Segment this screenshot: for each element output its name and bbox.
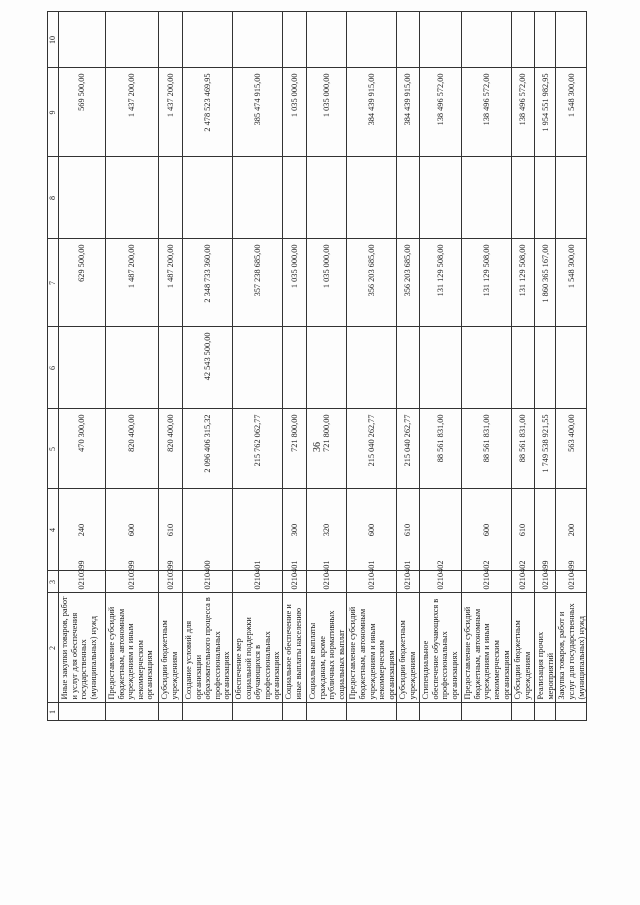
value-cell: 131 129 508,00 xyxy=(462,239,512,327)
value-cell: 1 860 365 167,00 xyxy=(535,239,556,327)
value-cell xyxy=(347,157,397,239)
column-header: 4 xyxy=(48,489,59,571)
value-cell: 1 437 200,00 xyxy=(159,68,183,157)
value-cell: 88 561 831,00 xyxy=(462,409,512,489)
margin-cell xyxy=(159,721,183,777)
row-index-cell xyxy=(232,703,282,721)
code-part: 02 xyxy=(367,581,376,590)
value-cell: 563 400,00 xyxy=(556,409,587,489)
row-index-cell xyxy=(282,703,306,721)
code-part: 1 xyxy=(289,577,299,582)
code-part: 1 xyxy=(127,577,137,582)
code-part: 1 xyxy=(540,577,550,582)
row-name: Создание условий для организации образовательного процесса в профессиональных организациях xyxy=(183,593,233,703)
value-cell: 1 487 200,00 xyxy=(106,239,159,327)
table-row xyxy=(282,12,306,777)
value-cell xyxy=(306,327,346,409)
row-index-cell xyxy=(512,703,535,721)
value-cell: 384 439 915,00 xyxy=(397,68,420,157)
code-part: 02 xyxy=(518,560,528,569)
value-cell xyxy=(556,12,587,68)
code-part: 02 xyxy=(435,581,445,590)
code-part: 99 xyxy=(540,560,550,569)
code-cell xyxy=(59,560,106,593)
code-part: 04 xyxy=(518,568,528,578)
margin-cell xyxy=(462,721,512,777)
value-cell xyxy=(535,157,556,239)
value-cell xyxy=(512,327,535,409)
value-cell xyxy=(282,12,306,68)
code-part: 01 xyxy=(289,560,299,569)
value-cell xyxy=(159,12,183,68)
table-row xyxy=(512,12,535,777)
column-header: 8 xyxy=(48,157,59,239)
value-cell xyxy=(159,157,183,239)
row-index-cell xyxy=(556,703,587,721)
code-cell xyxy=(159,560,183,593)
value-cell xyxy=(535,12,556,68)
row-name: Предоставление субсидий бюджетным, автономным учреждениям и иным некоммерческим организациям xyxy=(106,593,159,703)
code-part: 99 xyxy=(127,560,137,569)
expense-type-cell: 600 xyxy=(347,489,397,571)
code-cell xyxy=(512,560,535,593)
margin-cell xyxy=(397,721,420,777)
value-cell xyxy=(420,12,462,68)
value-cell: 385 474 915,00 xyxy=(232,68,282,157)
row-name: Реализация прочих мероприятий xyxy=(535,593,556,703)
code-part: 04 xyxy=(540,568,550,578)
value-cell: 384 439 915,00 xyxy=(347,68,397,157)
row-index-cell xyxy=(462,703,512,721)
code-part: 02 xyxy=(202,581,212,590)
value-cell: 2 348 733 360,00 xyxy=(183,239,233,327)
code-cell xyxy=(282,560,306,593)
value-cell: 138 496 572,00 xyxy=(512,68,535,157)
column-header: 1 xyxy=(48,703,59,721)
code-part: 02 xyxy=(403,581,413,590)
code-part: 1 xyxy=(367,577,376,582)
expense-type-cell xyxy=(183,489,233,571)
margin-cell xyxy=(282,721,306,777)
code-part: 1 xyxy=(252,577,262,582)
value-cell: 138 496 572,00 xyxy=(420,68,462,157)
row-index-cell xyxy=(397,703,420,721)
code-part: 1 xyxy=(518,577,528,582)
row-name: Закупка товаров, работ и услуг для государственных (муниципальных) нужд xyxy=(556,593,587,703)
code-part: 02 xyxy=(321,581,331,590)
margin-cell xyxy=(535,721,556,777)
value-cell: 2 478 523 469,95 xyxy=(183,68,233,157)
expense-type-cell: 600 xyxy=(462,489,512,571)
code-cell xyxy=(347,560,397,593)
value-cell: 820 400,00 xyxy=(159,409,183,489)
code-part: 02 xyxy=(481,560,491,569)
code-cell xyxy=(232,560,282,593)
value-cell xyxy=(232,157,282,239)
margin-cell xyxy=(59,721,106,777)
code-part: 04 xyxy=(403,568,413,578)
value-cell: 88 561 831,00 xyxy=(420,409,462,489)
code-part: 00 xyxy=(202,560,212,569)
value-cell: 629 500,00 xyxy=(59,239,106,327)
code-part: 1 xyxy=(435,577,445,582)
code-part: 99 xyxy=(566,560,576,569)
expense-type-cell xyxy=(232,489,282,571)
value-cell xyxy=(232,327,282,409)
code-part: 1 xyxy=(481,577,491,582)
table-row xyxy=(347,12,397,777)
row-name: Обеспечение мер социальной поддержки обучающихся в профессиональных организациях xyxy=(232,593,282,703)
code-cell xyxy=(535,560,556,593)
code-part: 04 xyxy=(435,568,445,578)
value-cell: 1 548 300,00 xyxy=(556,239,587,327)
budget-table-sheet xyxy=(47,32,586,777)
column-header: 5 xyxy=(48,409,59,489)
expense-type-cell xyxy=(535,489,556,571)
code-part: 02 xyxy=(566,581,576,590)
expense-type-cell: 200 xyxy=(556,489,587,571)
expense-type-cell: 600 xyxy=(106,489,159,571)
code-part: 04 xyxy=(202,568,212,578)
code-part: 1 xyxy=(566,577,576,582)
value-cell: 2 096 406 315,32 xyxy=(183,409,233,489)
code-part: 1 xyxy=(77,577,87,582)
value-cell: 470 300,00 xyxy=(59,409,106,489)
value-cell xyxy=(420,327,462,409)
code-cell xyxy=(556,560,587,593)
value-cell xyxy=(556,157,587,239)
margin-cell xyxy=(306,721,346,777)
row-name: Социальные выплаты гражданам, кроме публичных нормативных социальных выплат xyxy=(306,593,346,703)
expense-type-cell: 610 xyxy=(159,489,183,571)
code-part: 02 xyxy=(165,581,175,590)
value-cell: 1 035 000,00 xyxy=(282,239,306,327)
row-name: Социальное обеспечение и иные выплаты населению xyxy=(282,593,306,703)
expense-type-cell: 240 xyxy=(59,489,106,571)
value-cell: 1 035 000,00 xyxy=(282,68,306,157)
margin-cell xyxy=(556,721,587,777)
budget-table xyxy=(47,12,587,778)
code-part: 04 xyxy=(289,568,299,578)
value-cell: 131 129 508,00 xyxy=(420,239,462,327)
margin-cell xyxy=(106,721,159,777)
value-cell xyxy=(397,12,420,68)
code-cell xyxy=(462,560,512,593)
row-index-cell xyxy=(306,703,346,721)
code-part: 02 xyxy=(77,581,87,590)
margin-cell xyxy=(183,721,233,777)
margin-cell xyxy=(512,721,535,777)
value-cell: 721 800,00 xyxy=(306,409,346,489)
code-part: 01 xyxy=(321,560,331,569)
code-part: 99 xyxy=(165,560,175,569)
code-part: 03 xyxy=(165,568,175,578)
column-header: 3 xyxy=(48,571,59,593)
code-part: 02 xyxy=(481,581,491,590)
value-cell xyxy=(159,327,183,409)
row-index-cell xyxy=(106,703,159,721)
table-row xyxy=(183,12,233,777)
column-number-row xyxy=(48,12,59,777)
value-cell xyxy=(512,12,535,68)
value-cell: 1 035 000,00 xyxy=(306,239,346,327)
table-row xyxy=(420,12,462,777)
margin-cell xyxy=(420,721,462,777)
row-index-cell xyxy=(535,703,556,721)
value-cell xyxy=(59,327,106,409)
value-cell: 131 129 508,00 xyxy=(512,239,535,327)
table-row xyxy=(462,12,512,777)
value-cell xyxy=(306,157,346,239)
value-cell xyxy=(59,157,106,239)
value-cell: 1 749 538 921,55 xyxy=(535,409,556,489)
expense-type-cell: 610 xyxy=(397,489,420,571)
value-cell xyxy=(347,327,397,409)
code-part: 02 xyxy=(540,581,550,590)
row-name: Предоставление субсидий бюджетным, автономным учреждениям и иным некоммерческим организациям xyxy=(347,593,397,703)
table-row xyxy=(106,12,159,777)
value-cell xyxy=(397,327,420,409)
code-part: 01 xyxy=(403,560,413,569)
value-cell xyxy=(462,157,512,239)
code-part: 04 xyxy=(566,568,576,578)
value-cell xyxy=(306,12,346,68)
value-cell xyxy=(59,12,106,68)
table-row xyxy=(232,12,282,777)
value-cell: 820 400,00 xyxy=(106,409,159,489)
table-row xyxy=(397,12,420,777)
value-cell: 721 800,00 xyxy=(282,409,306,489)
column-header: 6 xyxy=(48,327,59,409)
code-part: 02 xyxy=(289,581,299,590)
value-cell: 42 543 500,00 xyxy=(183,327,233,409)
value-cell xyxy=(183,157,233,239)
value-cell: 1 487 200,00 xyxy=(159,239,183,327)
value-cell: 356 203 685,00 xyxy=(347,239,397,327)
row-index-cell xyxy=(59,703,106,721)
value-cell xyxy=(183,12,233,68)
code-part: 99 xyxy=(77,560,87,569)
row-name: Иные закупки товаров, работ и услуг для обеспечения государственных (муниципальных) нужд xyxy=(59,593,106,703)
code-cell xyxy=(183,560,233,593)
code-part: 04 xyxy=(481,568,491,578)
value-cell: 215 040 262,77 xyxy=(347,409,397,489)
column-header: 10 xyxy=(48,12,59,68)
value-cell: 1 548 300,00 xyxy=(556,68,587,157)
value-cell xyxy=(397,157,420,239)
value-cell xyxy=(462,327,512,409)
value-cell xyxy=(106,157,159,239)
column-header: 9 xyxy=(48,68,59,157)
row-name: Субсидии бюджетным учреждениям xyxy=(512,593,535,703)
value-cell: 88 561 831,00 xyxy=(512,409,535,489)
table-row xyxy=(535,12,556,777)
expense-type-cell xyxy=(420,489,462,571)
value-cell: 1 035 000,00 xyxy=(306,68,346,157)
value-cell xyxy=(420,157,462,239)
expense-type-cell: 320 xyxy=(306,489,346,571)
code-part: 01 xyxy=(252,560,262,569)
value-cell: 356 203 685,00 xyxy=(397,239,420,327)
code-part: 1 xyxy=(403,577,413,582)
row-index-cell xyxy=(159,703,183,721)
code-part: 04 xyxy=(321,568,331,578)
code-part: 04 xyxy=(367,568,376,578)
value-cell: 215 762 062,77 xyxy=(232,409,282,489)
table-row xyxy=(306,12,346,777)
table-row xyxy=(556,12,587,777)
code-part: 03 xyxy=(127,568,137,578)
value-cell xyxy=(512,157,535,239)
row-index-cell xyxy=(183,703,233,721)
page-number: 36 xyxy=(312,442,323,452)
code-part: 1 xyxy=(202,577,212,582)
code-cell xyxy=(397,560,420,593)
row-index-cell xyxy=(420,703,462,721)
margin-cell xyxy=(232,721,282,777)
margin-cell xyxy=(347,721,397,777)
value-cell xyxy=(106,327,159,409)
code-part: 02 xyxy=(518,581,528,590)
row-name: Субсидии бюджетным учреждениям xyxy=(397,593,420,703)
value-cell xyxy=(282,327,306,409)
code-part: 02 xyxy=(127,581,137,590)
code-part: 04 xyxy=(252,568,262,578)
value-cell: 569 500,00 xyxy=(59,68,106,157)
column-header: 7 xyxy=(48,239,59,327)
row-name: Субсидии бюджетным учреждениям xyxy=(159,593,183,703)
value-cell xyxy=(462,12,512,68)
table-row xyxy=(159,12,183,777)
value-cell: 215 040 262,77 xyxy=(397,409,420,489)
value-cell: 1 437 200,00 xyxy=(106,68,159,157)
value-cell xyxy=(556,327,587,409)
code-part: 1 xyxy=(165,577,175,582)
code-cell xyxy=(420,560,462,593)
table-row xyxy=(59,12,106,777)
row-index-cell xyxy=(347,703,397,721)
row-name: Стипендиальное обеспечение обучающихся в профессиональных организациях xyxy=(420,593,462,703)
code-part: 03 xyxy=(77,568,87,578)
code-part: 02 xyxy=(435,560,445,569)
expense-type-cell: 610 xyxy=(512,489,535,571)
code-cell xyxy=(306,560,346,593)
expense-type-cell: 300 xyxy=(282,489,306,571)
column-header: 2 xyxy=(48,593,59,703)
code-part: 01 xyxy=(367,560,376,569)
code-part: 02 xyxy=(252,581,262,590)
row-name: Предоставление субсидий бюджетным, автономным учреждениям и иным некоммерческим организациям xyxy=(462,593,512,703)
code-part: 1 xyxy=(321,577,331,582)
value-cell: 1 954 551 982,95 xyxy=(535,68,556,157)
code-cell xyxy=(106,560,159,593)
value-cell xyxy=(282,157,306,239)
value-cell xyxy=(535,327,556,409)
value-cell: 138 496 572,00 xyxy=(462,68,512,157)
value-cell xyxy=(106,12,159,68)
value-cell: 357 238 685,00 xyxy=(232,239,282,327)
value-cell xyxy=(347,12,397,68)
value-cell xyxy=(232,12,282,68)
